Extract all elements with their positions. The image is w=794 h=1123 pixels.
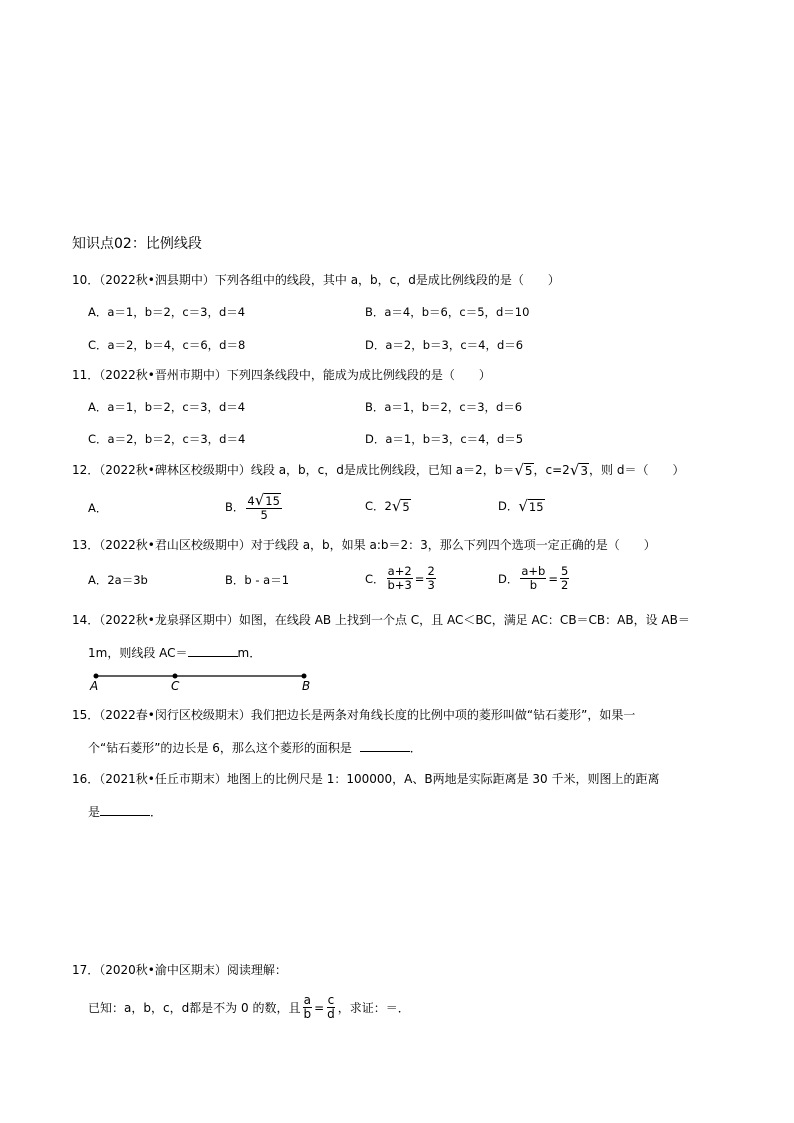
q17-fraction-a-b [302,994,312,1021]
q14-line2 [88,645,261,661]
q12-d-rad: 15 [528,500,544,514]
q12-c-sqrt: √ 5 [391,497,410,515]
q12-stem-pre: 12．（2022秋•碑林区校级期中）线段 a，b，c，d是成比例线段，已知 a＝2，b＝ [72,463,515,477]
q13-option-d-label: D． [498,571,519,586]
q17-line2-post: ，求证：＝． [337,1000,410,1015]
q10-option-b: B．a＝4，b＝6，c＝5，d＝10 [365,305,530,319]
q14-line2-post: m． [237,646,262,660]
q12-stem [72,462,684,478]
q12-b-sqrt: √ 15 [254,491,280,509]
q13-c-right-den: 3 [427,578,435,592]
q16-line1: 16．（2021秋•任丘市期末）地图上的比例尺是 1：100000，A、B两地是实际距离是 30 千米，则图上的距离 [72,772,660,786]
q15-line2-pre: 个“钻石菱形”的边长是 6，那么这个菱形的面积是 [88,741,352,755]
q11-option-a: A．a＝1，b＝2，c＝3，d＝4 [88,400,246,414]
q15-line1: 15．（2022春•闵行区校级期末）我们把边长是两条对角线长度的比例中项的菱形叫做“钻石菱形”，如果一 [72,708,636,722]
q11-stem: 11．（2022秋•晋州市期中）下列四条线段中，能成为成比例线段的是（ ） [72,368,491,382]
q12-d-sqrt: √ 15 [518,497,544,515]
q13-option-c-label: C． [365,571,385,586]
q16-line2-pre: 是 [88,805,101,819]
q16-line2-post: ． [150,805,163,819]
section-title: 知识点02：比例线段 [72,236,202,252]
q13-c-right-fraction [426,565,435,592]
q12-c-rad: 5 [402,500,410,514]
q17-frac1-num: a [303,993,311,1007]
point-b-dot [302,674,307,679]
q12-option-d [498,498,545,514]
q12-sqrt-c: √ 3 [569,461,589,479]
q11-option-c: C．a＝2，b＝2，c＝3，d＝4 [88,432,246,446]
q17-line1: 17．（2020秋•渝中区期末）阅读理解： [72,963,287,977]
q16-line2 [88,804,162,820]
answer-blank[interactable] [360,751,410,752]
q10-stem: 10．（2022秋•泗县期中）下列各组中的线段，其中 a，b，c，d是成比例线段的是（ ） [72,273,560,287]
q15-line2-post: ． [409,741,422,755]
q12-rad-b: 5 [524,464,533,478]
q12-b-numerator [246,492,282,509]
q13-option-c [365,565,438,592]
q13-option-d [498,565,571,592]
q12-stem-post: ，则 d＝（ ） [589,463,685,477]
q11-option-d: D．a＝1，b＝3，c＝4，d＝5 [365,432,524,446]
point-a-label: A [90,679,99,693]
q13-d-right-num: 5 [560,564,569,578]
q17-frac1-den: b [303,1007,312,1021]
segment-ab-figure [90,670,320,690]
q14-line1: 14．（2022秋•龙泉驿区期中）如图，在线段 AB 上找到一个点 C，且 AC＜BC，满足 AC：CB＝CB：AB，设 AB＝ [72,613,690,627]
q12-b-num-rad: 15 [265,494,280,508]
q13-c-right-num: 2 [427,564,435,578]
q12-option-c-label: C．2 [365,499,392,513]
q13-option-b: B．b - a＝1 [225,573,290,587]
point-b-label: B [302,679,311,693]
q13-c-equals: = [414,571,425,586]
q13-d-left-num: a+b [521,564,546,578]
q17-frac2-num: c [327,993,335,1007]
point-c-label: C [171,679,180,693]
q10-option-d: D．a＝2，b＝3，c＝4，d＝6 [365,338,524,352]
q13-d-right-den: 2 [560,578,569,592]
q12-stem-mid: ，c=2 [533,463,570,477]
point-a-dot [94,674,99,679]
q12-option-b-fraction [246,492,282,522]
q12-option-a: A． [88,501,108,515]
q17-frac2-den: d [327,1007,335,1021]
q12-rad-c: 3 [580,464,589,478]
answer-blank[interactable] [188,656,238,657]
q13-d-left-fraction [520,565,546,592]
q13-option-a: A．2a＝3b [88,573,148,587]
q12-option-b-label: B． [225,500,245,514]
q13-stem: 13．（2022秋•君山区校级期中）对于线段 a，b，如果 a:b＝2：3，那么下列四个选项一定正确的是（ ） [72,538,656,552]
q13-c-left-den: b+3 [387,578,412,592]
answer-blank[interactable] [100,815,150,816]
q15-line2 [88,740,422,756]
q13-c-left-num: a+2 [387,564,412,578]
q13-d-left-den: b [529,578,537,592]
q10-option-a: A．a＝1，b＝2，c＝3，d＝4 [88,305,246,319]
q13-d-equals: = [548,571,558,586]
q13-d-right-fraction [560,565,569,592]
q12-option-c [365,498,411,514]
q17-fraction-c-d [326,994,336,1021]
point-c-dot [173,674,178,679]
q10-option-c: C．a＝2，b＝4，c＝6，d＝8 [88,338,246,352]
q12-b-denominator: 5 [260,508,268,522]
q14-line2-pre: 1m，则线段 AC＝ [88,646,188,660]
q17-equals: = [314,1000,325,1015]
q12-b-num-coef: 4 [247,494,255,508]
q12-option-b [225,492,284,522]
q17-line2 [88,994,410,1021]
q12-option-d-label: D． [498,499,519,513]
q12-sqrt-b: √ 5 [514,461,533,479]
q13-c-left-fraction [387,565,413,592]
q17-line2-pre: 已知：a，b，c，d都是不为 0 的数，且 [88,1000,301,1015]
q11-option-b: B．a＝1，b＝2，c＝3，d＝6 [365,400,523,414]
